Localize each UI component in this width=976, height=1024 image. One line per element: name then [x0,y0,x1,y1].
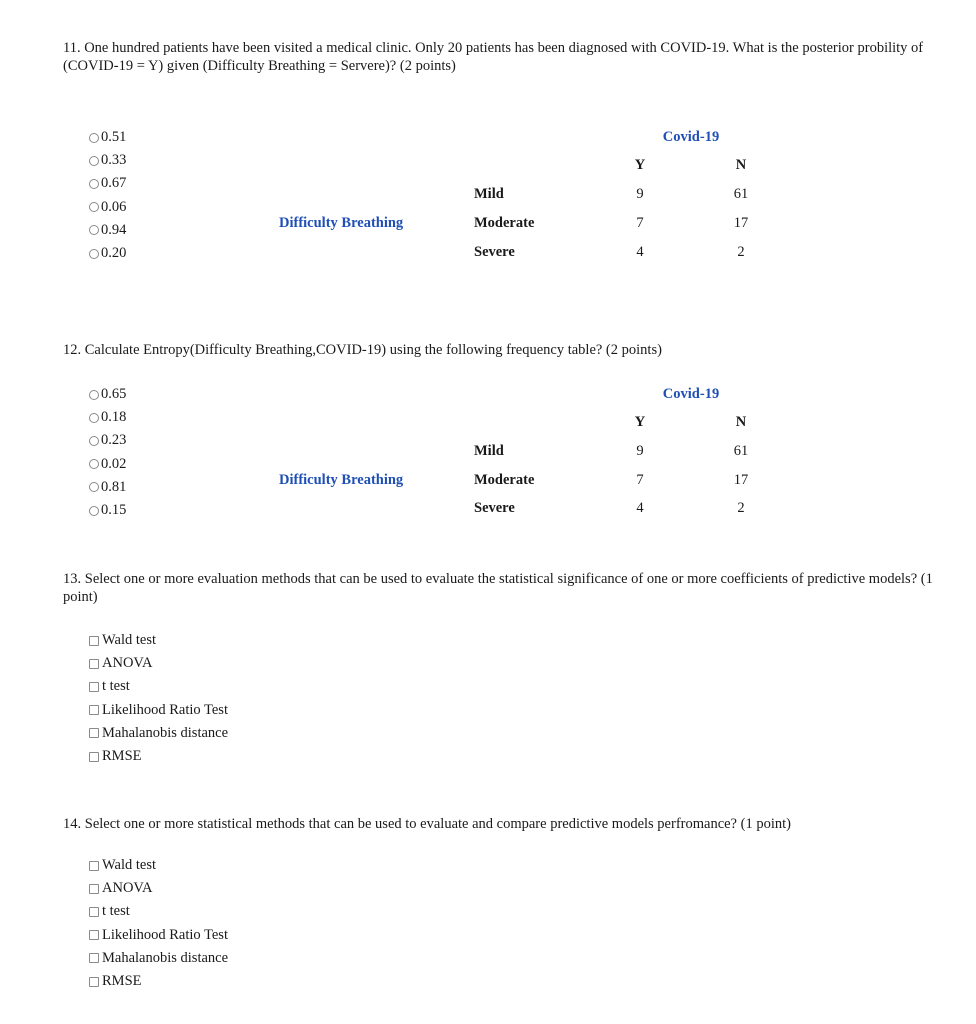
table-cell: 2 [737,500,745,516]
q11-option-4[interactable]: 0.06 [89,196,126,219]
q13-option-rmse[interactable]: RMSE [89,745,228,768]
table-row-label: Mild [474,443,504,459]
checkbox[interactable] [89,636,99,646]
checkbox[interactable] [89,861,99,871]
table-row-label: Mild [474,186,504,202]
radio-button[interactable] [89,179,99,189]
table-row-label: Severe [474,244,515,260]
radio-button[interactable] [89,202,99,212]
q13-option-wald-test[interactable]: Wald test [89,629,228,652]
checkbox[interactable] [89,682,99,692]
q13-option-mahalanobis-distance[interactable]: Mahalanobis distance [89,722,228,745]
radio-button[interactable] [89,390,99,400]
radio-button[interactable] [89,249,99,259]
table-row-label: Moderate [474,472,535,488]
table-col-y-header: Y [634,414,646,430]
radio-button[interactable] [89,413,99,423]
question-12-options [89,383,126,522]
q12-option-5[interactable]: 0.81 [89,476,126,499]
q14-option-anova[interactable]: ANOVA [89,877,228,900]
question-13 [63,570,943,606]
table-cell: 7 [636,215,644,231]
checkbox[interactable] [89,705,99,715]
table-col-group-header: Covid-19 [662,386,720,402]
question-14 [63,815,943,833]
table-cell: 7 [636,472,644,488]
table-row-group-header: Difficulty Breathing [279,215,404,231]
q14-option-rmse[interactable]: RMSE [89,970,228,993]
question-12-text: 12. Calculate Entropy(Difficulty Breathing,COVID-19) using the following frequency table? (2 points) [63,342,662,358]
table-cell: 17 [733,215,749,231]
checkbox[interactable] [89,977,99,987]
checkbox[interactable] [89,752,99,762]
radio-button[interactable] [89,225,99,235]
table-cell: 4 [636,500,644,516]
q12-option-3[interactable]: 0.23 [89,429,126,452]
table-row-label: Moderate [474,215,535,231]
q12-option-4[interactable]: 0.02 [89,453,126,476]
q14-option-t-test[interactable]: t test [89,900,228,923]
table-row-label: Severe [474,500,515,516]
question-11-options [89,126,126,265]
radio-button[interactable] [89,436,99,446]
table-row-group-header: Difficulty Breathing [279,472,404,488]
checkbox[interactable] [89,930,99,940]
table-col-group-header: Covid-19 [662,129,720,145]
question-14-text: 14. Select one or more statistical methods that can be used to evaluate and compare predictive models perfromance? (1 point) [63,816,791,832]
q11-option-3[interactable]: 0.67 [89,172,126,195]
checkbox[interactable] [89,953,99,963]
q12-option-1[interactable]: 0.65 [89,383,126,406]
table-cell: 61 [733,186,749,202]
q12-option-6[interactable]: 0.15 [89,499,126,522]
q11-option-6[interactable]: 0.20 [89,242,126,265]
checkbox[interactable] [89,659,99,669]
radio-button[interactable] [89,459,99,469]
q11-option-2[interactable]: 0.33 [89,149,126,172]
q13-option-likelihood-ratio-test[interactable]: Likelihood Ratio Test [89,699,228,722]
q14-option-wald-test[interactable]: Wald test [89,854,228,877]
question-12 [63,341,943,359]
q11-option-5[interactable]: 0.94 [89,219,126,242]
question-13-options [89,629,228,768]
radio-button[interactable] [89,482,99,492]
table-col-n-header: N [735,157,747,173]
table-cell: 2 [737,244,745,260]
table-col-n-header: N [735,414,747,430]
radio-button[interactable] [89,133,99,143]
radio-button[interactable] [89,506,99,516]
q12-option-2[interactable]: 0.18 [89,406,126,429]
q11-option-1[interactable]: 0.51 [89,126,126,149]
checkbox[interactable] [89,907,99,917]
table-cell: 17 [733,472,749,488]
question-11-text: 11. One hundred patients have been visited a medical clinic. Only 20 patients has been diagnosed with COVID-19. What is the posterior probility of (COVID-19 = Y) given (Difficulty Breathing = Servere)? (2 points) [63,40,924,74]
question-14-options [89,854,228,993]
q13-option-t-test[interactable]: t test [89,675,228,698]
table-cell: 9 [636,443,644,459]
table-cell: 61 [733,443,749,459]
radio-button[interactable] [89,156,99,166]
question-11 [63,39,943,75]
table-cell: 4 [636,244,644,260]
q14-option-likelihood-ratio-test[interactable]: Likelihood Ratio Test [89,924,228,947]
question-13-text: 13. Select one or more evaluation methods that can be used to evaluate the statistical significance of one or more coefficients of predictive models? (1 point) [63,571,933,605]
checkbox[interactable] [89,728,99,738]
q14-option-mahalanobis-distance[interactable]: Mahalanobis distance [89,947,228,970]
table-cell: 9 [636,186,644,202]
checkbox[interactable] [89,884,99,894]
table-col-y-header: Y [634,157,646,173]
q13-option-anova[interactable]: ANOVA [89,652,228,675]
